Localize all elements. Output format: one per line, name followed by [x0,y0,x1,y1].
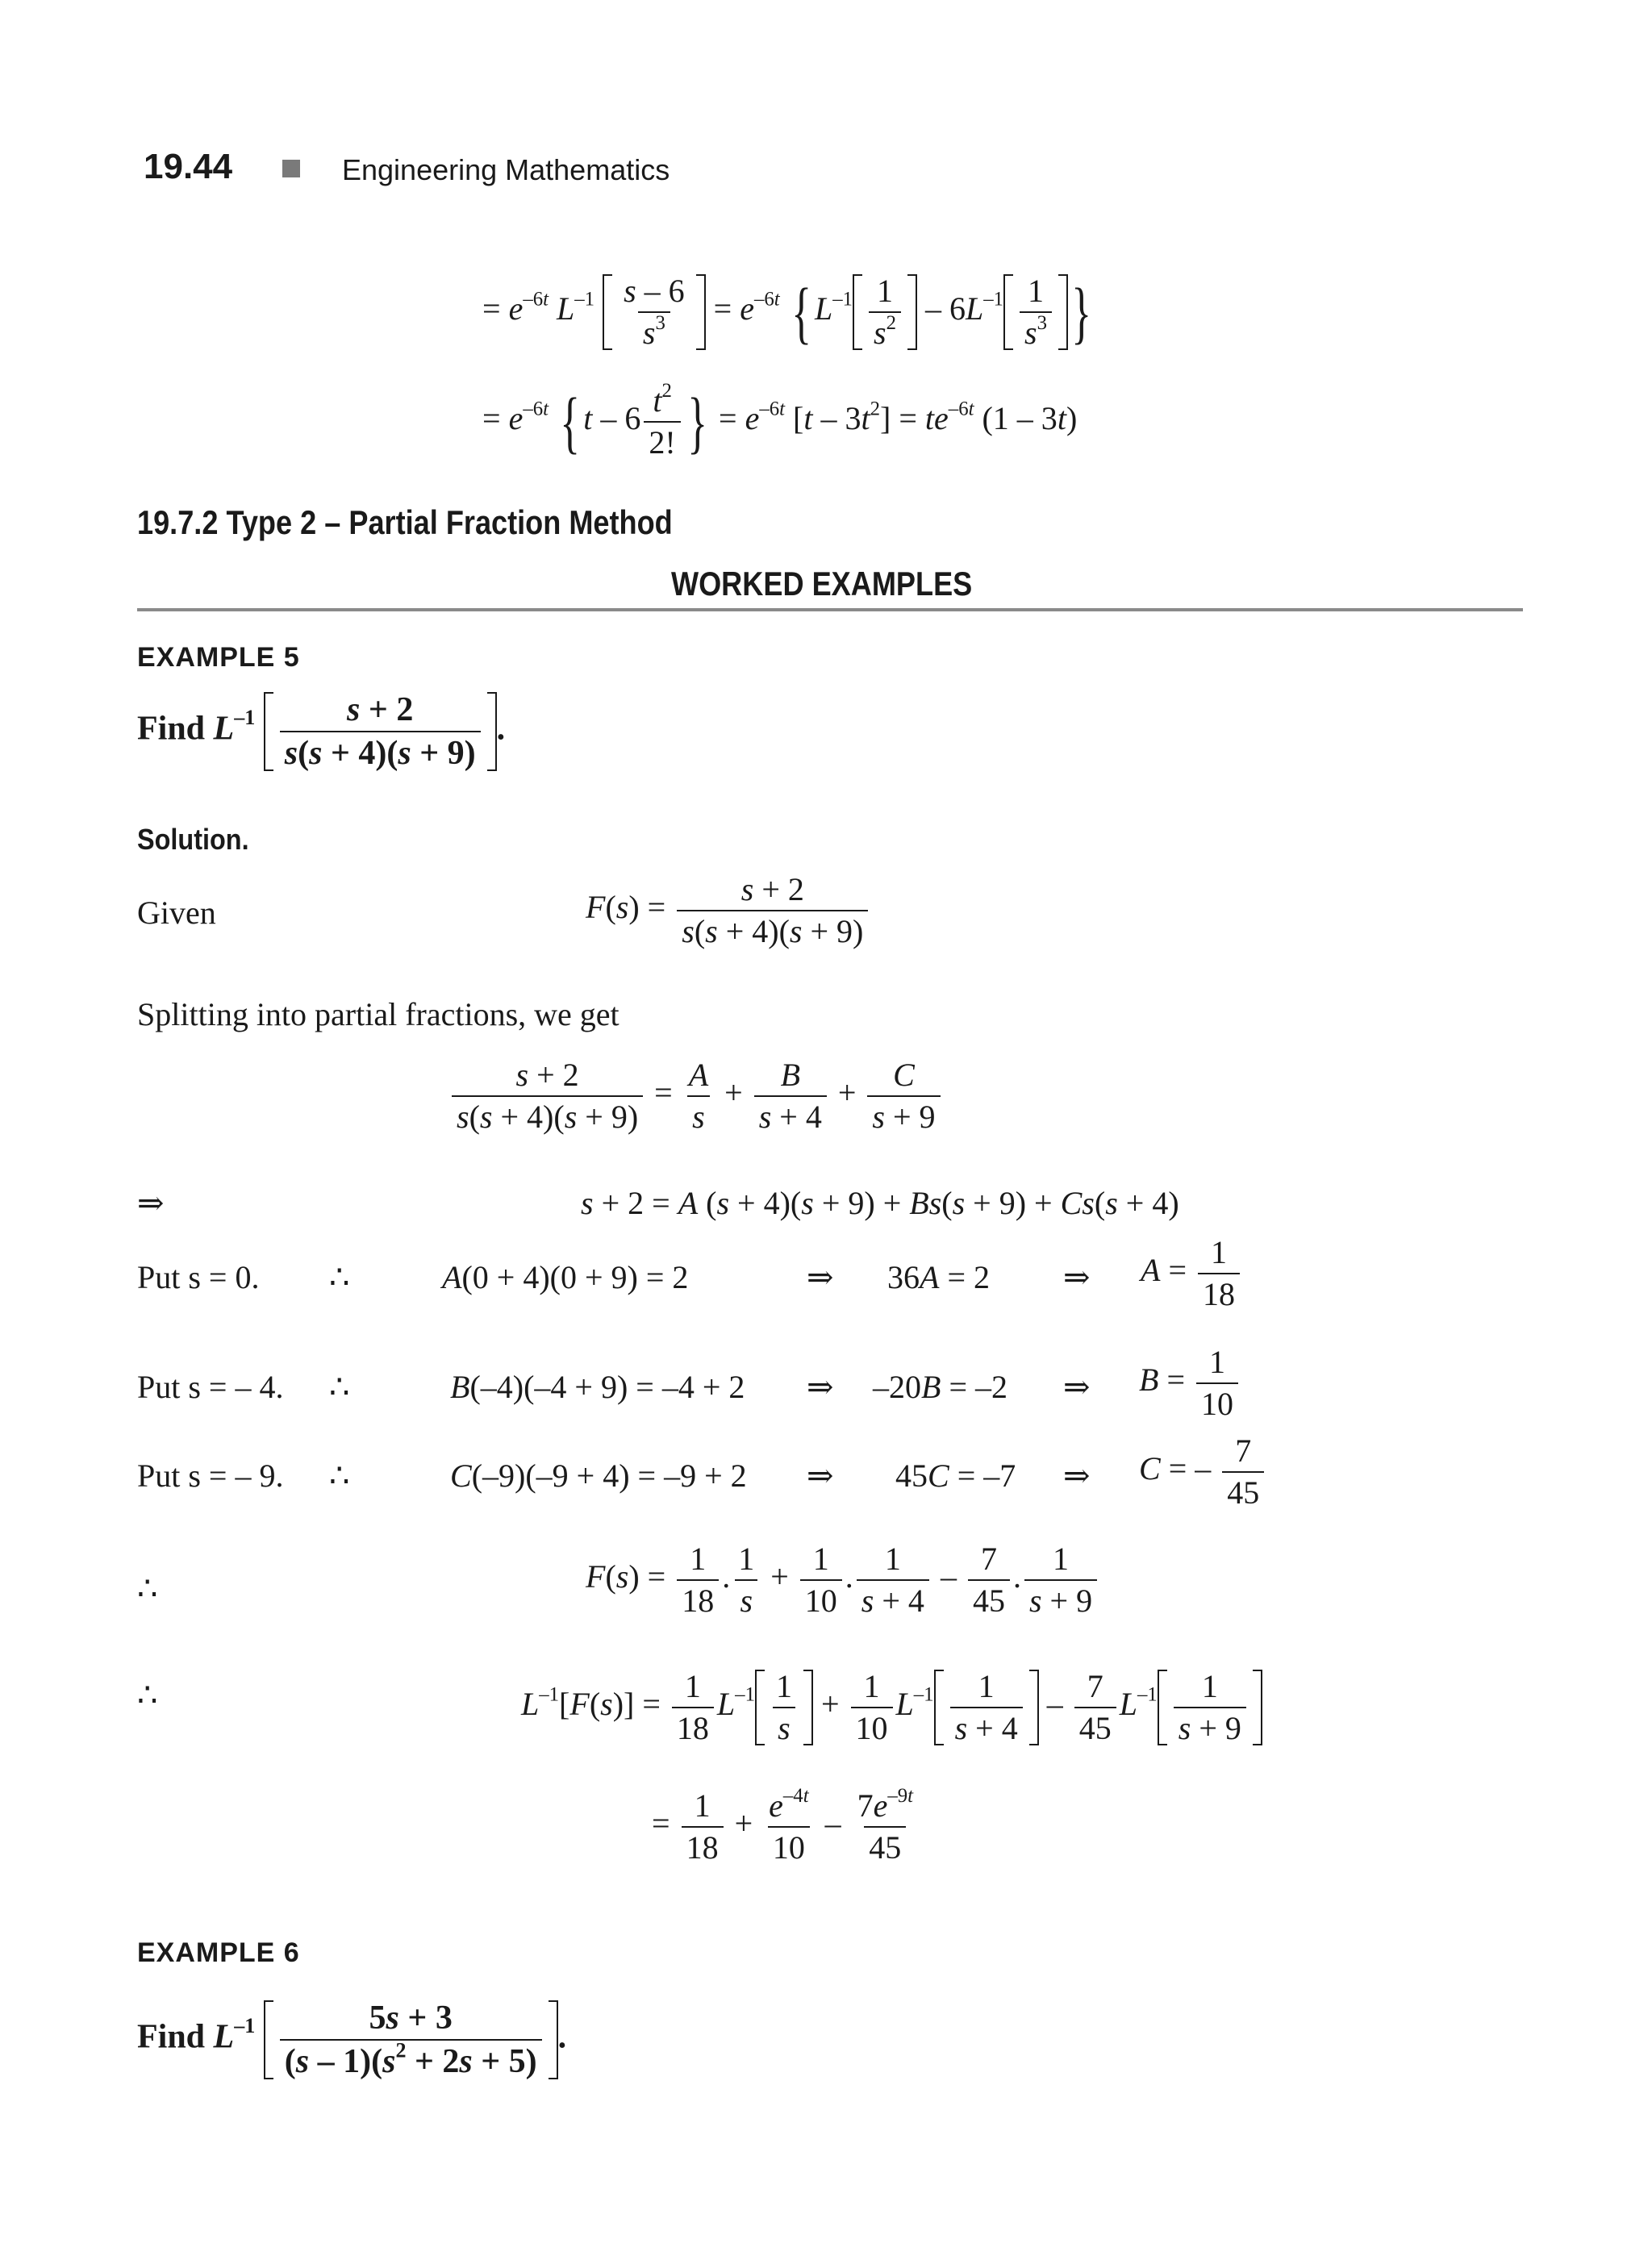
eq-a-substitution: A(0 + 4)(0 + 9) = 2 [442,1259,689,1295]
implies-symbol: ⇒ [1063,1259,1091,1295]
equation-line-2: = $e^{-6t}$ { t – 6 $\frac{t^2}{2!}$ } = $e^{-6t}$ $[t - 3t^2] = te^{-6t}$ (1 – 3t) [482,380,1078,461]
splitting-text: Splitting into partial fractions, we get [137,996,620,1032]
put-s-0-label: Put s = 0. [137,1259,260,1295]
given-equation: F(s) = $\frac{s + 2}{s(s + 4)(s + 9)}$ [586,873,871,949]
implies-symbol: ⇒ [1063,1457,1091,1494]
eq-c-substitution: C(–9)(–9 + 4) = –9 + 2 [450,1457,747,1494]
section-title: 19.7.2 Type 2 – Partial Fraction Method [137,503,673,541]
find-text: Find [137,2018,206,2056]
partial-fraction-equation: $\frac{s + 2}{s(s + 4)(s + 9)}$ = $\frac{A}{s}$ + $\frac{B}{s + 4}$ + $\frac{C}{s + 9}$ [448,1058,944,1134]
implies-symbol: ⇒ [807,1369,834,1405]
implies-symbol: ⇒ [807,1457,834,1494]
implies-symbol: ⇒ [807,1259,834,1295]
given-label: Given [137,894,216,931]
header-square-icon [282,160,300,177]
therefore-symbol: ∴ [137,1677,158,1713]
put-s-minus-9-label: Put s = – 9. [137,1457,284,1494]
worked-examples-heading: WORKED EXAMPLES [671,565,973,603]
example-5-label: EXAMPLE 5 [137,642,300,673]
solution-label: Solution. [137,823,249,856]
example-6-label: EXAMPLE 6 [137,1937,300,1968]
inverse-transform-equation: $L^{-1}[F(s)]$ = $\frac{1}{18}$ $L^{-1}$ $\frac{1}{s}$ + $\frac{1}{10}$ $L^{-1}$ $\frac{1}{s + 4}$ – $\frac{7}{45}$ $L^{-1}$ $\frac{1}{s + 9}$ [521,1670,1262,1745]
eq-c-simplified: 45C = –7 [895,1457,1016,1494]
therefore-symbol: ∴ [329,1259,350,1295]
therefore-symbol: ∴ [329,1457,350,1494]
eq-a-result: A = $\frac{1}{18}$ [1141,1236,1243,1311]
eq-c-result: C = – $\frac{7}{45}$ [1139,1434,1267,1510]
final-result: = $\frac{1}{18}$ + $\frac{e^{-4t}}{10}$ – $\frac{7e^{-9t}}{45}$ [652,1785,914,1866]
eq-b-result: B = $\frac{1}{10}$ [1139,1345,1241,1421]
implies-symbol: ⇒ [137,1185,165,1221]
implies-symbol: ⇒ [1063,1369,1091,1405]
fs-decomposition: F(s) = $\frac{1}{18}$ . $\frac{1}{s}$ + $\frac{1}{10}$ . $\frac{1}{s + 4}$ – $\frac{7}{45}$ . $\frac{1}{s + 9}$ [586,1542,1100,1618]
equation-line-1: = $e^{-6t}$ $L^{-1}$ $\frac{s - 6}{s^3}$ = $e^{-6t}$ { $L^{-1}$ $\frac{1}{s^2}$ – $6L^{-1}$ $\frac{1}{s^3}$ } [482,273,1092,351]
eq-b-simplified: –20B = –2 [873,1369,1007,1405]
book-title: Engineering Mathematics [342,153,670,186]
page-number: 19.44 [144,147,233,186]
eq-a-simplified: 36A = 2 [887,1259,990,1295]
expanded-equation: s + 2 = A (s + 4)(s + 9) + Bs(s + 9) + Cs(s + 4) [581,1185,1179,1221]
section-divider [137,608,1523,611]
example-5-problem: Find $L^{-1}$ $\frac{s + 2}{s(s + 4)(s + 9)}$ . [137,691,506,773]
find-text: Find [137,710,206,748]
put-s-minus-4-label: Put s = – 4. [137,1369,284,1405]
example-6-problem: Find $L^{-1}$ $\frac{5s + 3}{(s - 1)(s^2 + 2s + 5)}$ . [137,2000,567,2081]
eq-b-substitution: B(–4)(–4 + 9) = –4 + 2 [450,1369,745,1405]
therefore-symbol: ∴ [329,1369,350,1405]
therefore-symbol: ∴ [137,1570,158,1607]
